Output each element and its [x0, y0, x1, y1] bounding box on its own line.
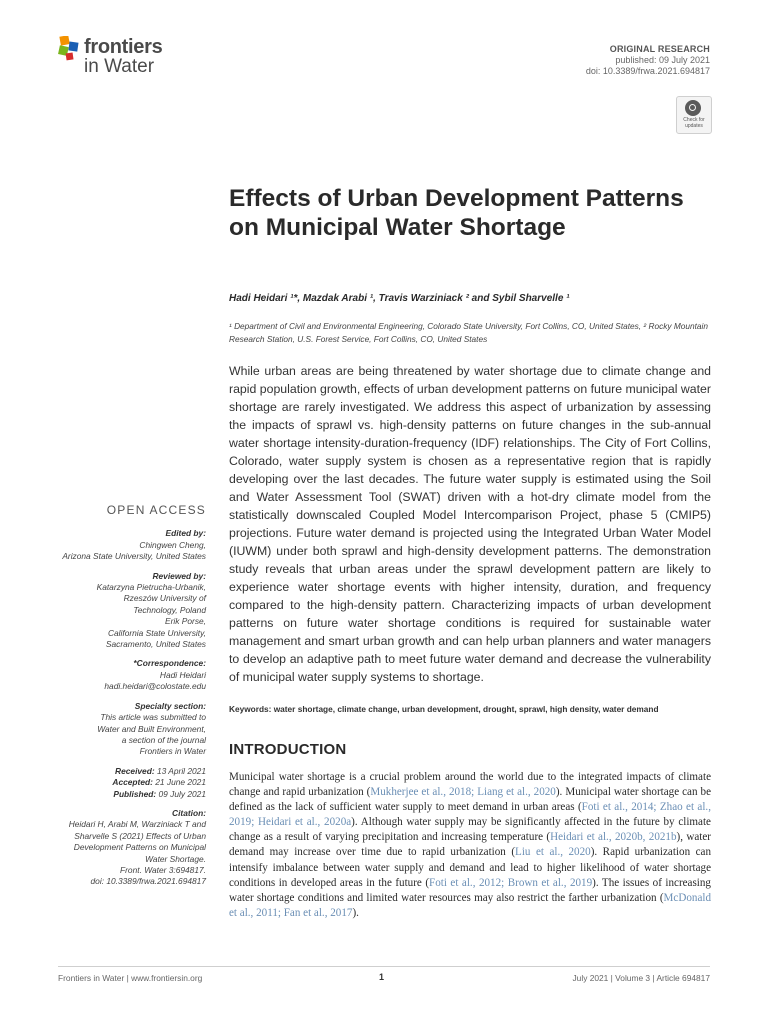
section-heading-introduction: INTRODUCTION — [229, 741, 347, 758]
citation-label: Citation: — [172, 807, 206, 818]
citation-link[interactable]: Foti et al., 2014; Zhao et al., 2019; Heidari et al., 2020a — [229, 801, 711, 829]
citation-line: Development Patterns on Municipal — [73, 842, 206, 853]
footer-divider — [58, 966, 710, 967]
footer-journal[interactable]: Frontiers in Water | www.frontiersin.org — [58, 973, 203, 983]
abstract: While urban areas are being threatened by water shortage due to climate change and rapid population growth, effects of urban development patterns on future municipal water shortage are rarely investigated. We address this aspect of urbanization by assessing the impacts of sprawl vs. high-density patterns on future changes in the sub-annual water shortage intensity-duration-frequency (IDF) relationships. The City of Fort Collins, Colorado, water supply system is chosen as a representative region that is rapidly developing over the last decades. The future water supply is estimated using the Soil and Water Assessment Tool (SWAT) driven with a hot-dry climate model from the statistically downscaled Coupled Model Intercomparison Project, phase 5 (CMIP5) projections. Future water demand is projected using the Integrated Urban Water Model (IUWM) under both sprawl and high-density development patterns. The demonstration study reveals that urban areas under the sprawl development pattern are likely to experience water shortage events with higher intensity, duration, and frequency compared to the high-density pattern. Characterizing impacts of urban development patterns on future water shortage conditions is required for sustainable water management and smart urban growth and can help urban planners and water managers to develop an adaptive path to meet future water demand and decrease the vulnerability of municipal water supply systems to shortage. — [229, 364, 711, 684]
intro-text: ). Rapid urbanization can intensify imbalance between water supply and demand and lead to higher likelihood of water shortage conditions in developed areas in the future ( — [229, 846, 712, 889]
doi-link[interactable]: doi: 10.3389/frwa.2021.694817 — [585, 66, 710, 76]
article-type: ORIGINAL RESEARCH — [609, 44, 710, 54]
published-date: published: 09 July 2021 — [615, 55, 710, 65]
specialty-line: a section of the journal — [121, 734, 206, 745]
intro-text: ). — [352, 906, 359, 919]
check-updates-label: Check for updates — [683, 117, 705, 129]
received-label: Received: — [115, 765, 155, 776]
reviewer-line: Sacramento, United States — [105, 639, 206, 650]
page-number: 1 — [379, 972, 385, 982]
frontiers-logo-icon — [58, 36, 82, 62]
journal-logo[interactable] — [58, 34, 198, 76]
correspondence-name: Hadi Heidari — [159, 669, 206, 680]
reviewer-line: California State University, — [107, 627, 206, 638]
specialty-line: This article was submitted to — [100, 712, 206, 723]
edited-by-label: Edited by: — [165, 528, 206, 539]
authors[interactable]: Hadi Heidari ¹*, Mazdak Arabi ¹, Travis Warziniack ² and Sybil Sharvelle ¹ — [229, 293, 570, 304]
citation-line: Sharvelle S (2021) Effects of Urban — [74, 830, 206, 841]
introduction-body — [229, 770, 711, 921]
check-updates-icon — [685, 100, 701, 116]
journal-name-line2: in Water — [84, 56, 155, 77]
citation-line: Front. Water 3:694817. — [120, 864, 206, 875]
keywords: Keywords: water shortage, climate change, urban development, drought, sprawl, high density, water demand — [229, 704, 659, 714]
citation-doi[interactable]: doi: 10.3389/frwa.2021.694817 — [90, 876, 206, 887]
intro-text: ), water demand may increase over time due to rapid urbanization ( — [229, 831, 711, 859]
editor-line: Arizona State University, United States — [62, 551, 206, 562]
citation-link[interactable]: Foti et al., 2012; Brown et al., 2019 — [429, 876, 593, 889]
reviewer-line: Erik Porse, — [165, 616, 206, 627]
citation-line: Water Shortage. — [145, 853, 206, 864]
citation-link[interactable]: Heidari et al., 2020b, 2021b — [550, 831, 677, 844]
journal-name-line1: frontiers — [84, 36, 163, 58]
citation-link[interactable]: Mukherjee et al., 2018; Liang et al., 2020 — [370, 786, 556, 799]
reviewer-line: Technology, Poland — [133, 604, 206, 615]
reviewer-line: Rzeszów University of — [123, 593, 206, 604]
citation-link[interactable]: Liu et al., 2020 — [515, 846, 591, 859]
check-for-updates-button[interactable] — [676, 96, 712, 134]
reviewed-by-label: Reviewed by: — [152, 570, 206, 581]
article-info-sidebar — [26, 505, 206, 888]
intro-text: ). Although water supply may be significantly affected in the future by climate change as a result of varying precipitation and increasing temperature ( — [229, 816, 711, 844]
article-meta — [586, 44, 710, 77]
accepted-label: Accepted: — [112, 777, 153, 788]
specialty-line: Frontiers in Water — [139, 746, 206, 757]
open-access-label[interactable]: OPEN ACCESS — [106, 503, 206, 517]
received-date: Received: 13 April 2021 — [115, 765, 206, 776]
citation-link[interactable]: McDonald et al., 2011; Fan et al., 2017 — [229, 891, 711, 919]
reviewer-line: Katarzyna Pietrucha-Urbanik, — [96, 582, 206, 593]
affiliations: ¹ Department of Civil and Environmental Engineering, Colorado State University, Fort Collins, CO, United States, ² Rocky Mountain Research Station, U.S. Forest Service, Fort Collins, CO, United States — [229, 321, 708, 344]
correspondence-email[interactable]: hadi.heidari@colostate.edu — [104, 681, 206, 692]
editor-line: Chingwen Cheng, — [139, 539, 206, 550]
footer-issue: July 2021 | Volume 3 | Article 694817 — [572, 973, 710, 983]
intro-text: ). Municipal water shortage can be defined as the lack of sufficient water supply to meet demand in urban areas ( — [229, 786, 711, 814]
intro-text: ). The issues of increasing water shortage conditions and limited water resources may also restrict the farther urbanization ( — [229, 876, 711, 904]
citation-line: Heidari H, Arabi M, Warziniack T and — [68, 819, 206, 830]
published-label: Published: — [113, 788, 157, 799]
article-title: Effects of Urban Development Patterns on Municipal Water Shortage — [229, 185, 684, 241]
correspondence-label: *Correspondence: — [133, 658, 206, 669]
accepted-date: Accepted: 21 June 2021 — [112, 777, 206, 788]
published-date-sidebar: Published: 09 July 2021 — [113, 788, 206, 799]
intro-text: Municipal water shortage is a crucial problem around the world due to the integrated impacts of climate change and rapid urbanization ( — [229, 771, 711, 799]
specialty-section-label: Specialty section: — [134, 700, 206, 711]
specialty-line: Water and Built Environment, — [97, 723, 206, 734]
